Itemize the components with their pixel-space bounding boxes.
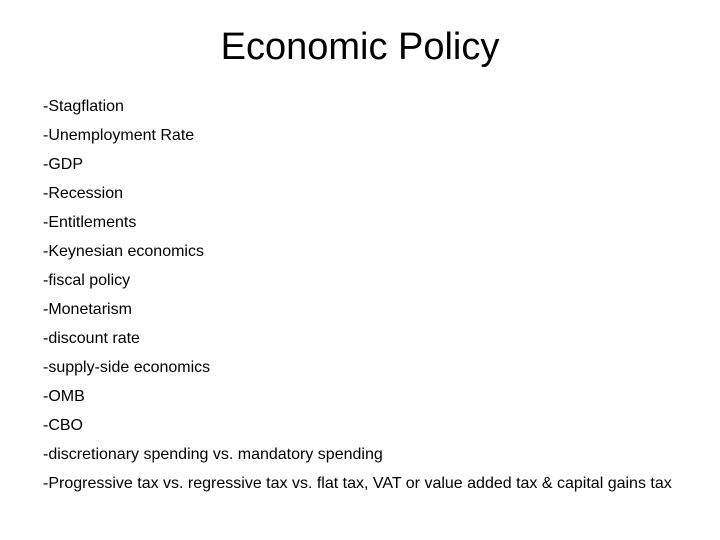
list-item: -Recession xyxy=(43,185,124,202)
list-item: -discount rate xyxy=(43,330,140,347)
list-item: -supply-side economics xyxy=(43,359,211,376)
list-item: -fiscal policy xyxy=(43,272,131,289)
list-item: -Progressive tax vs. regressive tax vs. flat tax, VAT or value added tax & capital gains tax xyxy=(43,475,672,492)
list-item: -discretionary spending vs. mandatory spending xyxy=(43,446,383,463)
list-item: -Monetarism xyxy=(43,301,132,318)
list-item: -Stagflation xyxy=(43,98,124,115)
list-item: -Keynesian economics xyxy=(43,243,204,260)
list-item: -GDP xyxy=(43,156,83,173)
slide-title: Economic Policy xyxy=(220,26,500,68)
list-item: -Unemployment Rate xyxy=(43,127,195,144)
list-item: -CBO xyxy=(43,417,83,434)
list-item: -Entitlements xyxy=(43,214,137,231)
list-item: -OMB xyxy=(43,388,85,405)
term-list xyxy=(43,92,683,498)
